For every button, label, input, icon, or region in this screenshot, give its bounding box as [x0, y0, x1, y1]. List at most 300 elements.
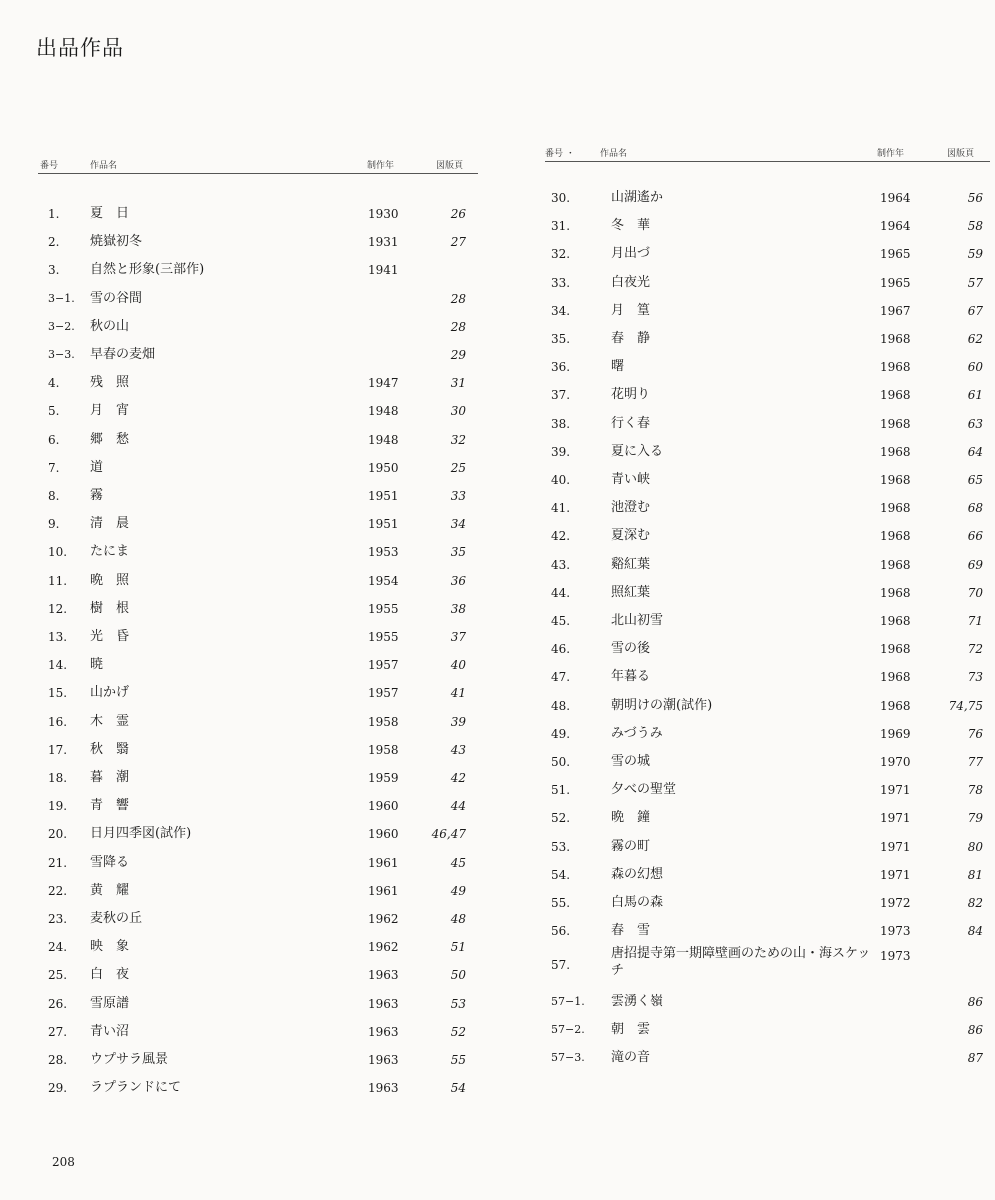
plate-page: 54: [450, 1081, 466, 1096]
plate-page: 29: [450, 348, 466, 362]
work-title: 唐招提寺第一期障壁画のための山・海スケッチ: [611, 946, 871, 979]
plate-page: 79: [967, 811, 983, 826]
work-number: 15.: [48, 686, 68, 701]
work-year: 1968: [880, 698, 911, 713]
work-year: 1957: [368, 686, 399, 701]
work-title: 晩 照: [90, 572, 130, 588]
table-row: [38, 992, 478, 1016]
work-number: 39.: [551, 444, 571, 459]
table-row: [38, 879, 478, 903]
work-year: 1968: [880, 585, 911, 600]
table-row: [38, 540, 478, 564]
table-row: [545, 750, 990, 774]
header-plate: 図版頁: [436, 161, 464, 171]
work-number: 42.: [551, 529, 571, 544]
work-number: 57−2.: [551, 1022, 585, 1036]
table-row: [545, 609, 990, 633]
work-number: 27.: [48, 1024, 68, 1039]
work-title: 晩 鐘: [611, 810, 651, 826]
plate-page: 87: [967, 1051, 983, 1065]
work-number: 44.: [551, 585, 571, 600]
work-year: 1948: [368, 404, 399, 419]
work-title: 北山初雪: [611, 613, 664, 628]
plate-page: 49: [450, 883, 466, 898]
table-row: [545, 1018, 990, 1042]
work-title: 青い沼: [90, 1023, 130, 1039]
table-row: [38, 1076, 478, 1100]
work-number: 2.: [48, 235, 60, 250]
table-row: [38, 597, 478, 621]
work-number: 48.: [551, 698, 571, 713]
plate-page: 61: [967, 388, 983, 403]
work-number: 33.: [551, 275, 571, 290]
work-number: 12.: [48, 601, 68, 616]
table-row: [545, 524, 990, 548]
work-title: 年暮る: [611, 669, 651, 685]
plate-page: 43: [450, 742, 466, 757]
table-row: [38, 230, 478, 254]
work-title: 青 響: [90, 798, 130, 814]
work-title: 照紅葉: [611, 584, 651, 600]
work-year: 1961: [368, 855, 399, 870]
table-row: [38, 935, 478, 959]
table-row: [545, 553, 990, 577]
plate-page: 67: [967, 303, 983, 318]
plate-page: 38: [450, 601, 466, 616]
header-number: 番号: [40, 161, 59, 171]
plate-page: 35: [450, 545, 466, 560]
work-number: 56.: [551, 924, 571, 939]
work-number: 8.: [48, 489, 60, 503]
work-number: 10.: [48, 545, 68, 560]
table-row: [545, 383, 990, 407]
table-row: [545, 327, 990, 351]
table-header: [545, 145, 990, 162]
work-title: 花明り: [611, 387, 651, 403]
work-year: 1963: [368, 1081, 399, 1096]
work-number: 54.: [551, 867, 571, 882]
work-number: 1.: [48, 207, 60, 221]
plate-page: 81: [967, 867, 983, 882]
plate-page: 70: [967, 585, 983, 600]
work-title: ラプランドにて: [90, 1080, 182, 1096]
work-year: 1963: [368, 968, 399, 983]
work-number: 25.: [48, 968, 68, 983]
work-number: 57−1.: [551, 994, 585, 1008]
work-year: 1968: [880, 416, 911, 431]
plate-page: 50: [450, 968, 466, 983]
work-year: 1968: [880, 642, 911, 657]
table-row: [38, 512, 478, 536]
table-row: [545, 891, 990, 915]
plate-page: 82: [967, 896, 983, 910]
table-row: [38, 343, 478, 367]
work-number: 3.: [48, 263, 60, 278]
work-year: 1968: [880, 444, 911, 459]
table-row: [38, 710, 478, 734]
plate-page: 74,75: [948, 698, 983, 713]
work-title: 月 宵: [90, 403, 130, 419]
table-row: [38, 399, 478, 423]
work-title: 月出づ: [611, 246, 651, 262]
work-title: みづうみ: [611, 725, 663, 741]
work-year: 1930: [368, 207, 399, 221]
table-row: [38, 851, 478, 875]
work-title: 雪原譜: [90, 995, 130, 1011]
work-title: 曙: [611, 359, 625, 375]
work-title: 朝 雲: [611, 1021, 651, 1037]
work-number: 17.: [48, 742, 68, 757]
work-year: 1950: [368, 460, 399, 475]
left-column: [38, 145, 478, 1096]
plate-page: 66: [967, 529, 983, 544]
table-row: [545, 694, 990, 718]
plate-page: 58: [967, 219, 983, 234]
table-row: [38, 287, 478, 311]
plate-page: 41: [450, 686, 466, 701]
header-plate: 図版頁: [947, 149, 975, 159]
table-row: [545, 242, 990, 266]
plate-page: 69: [967, 557, 983, 572]
work-title: 春 雪: [611, 923, 651, 939]
work-number: 47.: [551, 670, 571, 685]
work-year: 1965: [880, 275, 911, 290]
work-number: 53.: [551, 839, 571, 854]
work-year: 1964: [880, 191, 911, 205]
plate-page: 55: [450, 1053, 466, 1067]
work-title: 夏深む: [611, 528, 651, 544]
work-number: 20.: [48, 827, 68, 842]
header-number: 番号 ・: [545, 149, 575, 159]
work-year: 1968: [880, 529, 911, 544]
table-row: [545, 271, 990, 295]
work-number: 51.: [551, 783, 571, 798]
plate-page: 57: [967, 275, 983, 290]
work-year: 1967: [880, 303, 911, 318]
work-year: 1968: [880, 670, 911, 685]
plate-page: 25: [450, 460, 466, 475]
plate-page: 64: [967, 444, 983, 459]
table-row: [38, 456, 478, 480]
table-row: [38, 428, 478, 452]
work-title: 黄 耀: [90, 882, 130, 898]
plate-page: 56: [967, 191, 983, 205]
table-row: [38, 681, 478, 705]
plate-page: 42: [450, 771, 466, 785]
work-number: 43.: [551, 557, 571, 572]
work-year: 1971: [880, 811, 911, 826]
work-number: 26.: [48, 996, 68, 1011]
table-row: [38, 484, 478, 508]
work-year: 1968: [880, 557, 911, 572]
plate-page: 86: [967, 1022, 983, 1037]
work-number: 16.: [48, 714, 68, 729]
table-row: [545, 214, 990, 238]
table-row: [545, 806, 990, 830]
work-year: 1968: [880, 473, 911, 487]
work-title: 森の幻想: [611, 866, 664, 882]
page-number: 208: [52, 1155, 75, 1169]
header-year: 制作年: [877, 149, 905, 159]
work-year: 1971: [880, 839, 911, 854]
work-number: 45.: [551, 614, 571, 628]
work-title: 雪の後: [611, 641, 651, 657]
work-year: 1968: [880, 388, 911, 403]
work-title: ウプサラ風景: [90, 1052, 169, 1067]
work-number: 49.: [551, 726, 571, 741]
work-number: 30.: [551, 191, 571, 205]
work-year: 1958: [368, 714, 399, 729]
plate-page: 80: [967, 839, 983, 854]
header-title: 作品名: [600, 149, 628, 159]
work-title: 郷 愁: [90, 431, 130, 447]
plate-page: 28: [450, 291, 466, 306]
work-year: 1973: [880, 924, 911, 939]
plate-page: 76: [967, 726, 983, 741]
work-year: 1972: [880, 896, 911, 910]
plate-page: 34: [450, 517, 466, 532]
work-year: 1941: [368, 263, 399, 278]
table-row: [38, 766, 478, 790]
table-row: [38, 963, 478, 987]
work-year: 1969: [880, 726, 911, 741]
plate-page: 77: [967, 755, 983, 769]
work-year: 1960: [368, 799, 399, 814]
plate-page: 53: [450, 996, 466, 1011]
table-row: [545, 990, 990, 1014]
work-title: 行く春: [611, 415, 651, 431]
work-year: 1957: [368, 658, 399, 673]
plate-page: 36: [450, 573, 466, 588]
right-column: [545, 145, 990, 1065]
work-title: 夕べの聖堂: [611, 782, 677, 798]
work-number: 41.: [551, 501, 571, 516]
plate-page: 71: [967, 614, 983, 628]
work-number: 29.: [48, 1081, 68, 1096]
plate-page: 84: [967, 924, 983, 939]
work-title: 山湖遙か: [611, 190, 664, 205]
work-title: 自然と形象(三部作): [90, 262, 205, 278]
plate-page: 27: [450, 235, 466, 250]
work-number: 21.: [48, 855, 68, 870]
work-year: 1965: [880, 247, 911, 262]
work-title: 池澄む: [611, 500, 651, 516]
work-title: 木 霊: [90, 713, 130, 729]
plate-page: 37: [450, 630, 466, 644]
work-title: たにま: [90, 544, 130, 560]
work-year: 1954: [368, 573, 399, 588]
work-number: 28.: [48, 1053, 68, 1067]
plate-page: 51: [450, 940, 466, 955]
table-row: [545, 186, 990, 210]
table-row: [545, 835, 990, 859]
work-title: 残 照: [90, 375, 130, 391]
work-title: 白夜光: [611, 274, 651, 290]
work-title: 谿紅葉: [611, 556, 651, 572]
work-year: 1951: [368, 517, 399, 532]
plate-page: 63: [967, 416, 983, 431]
work-year: 1959: [368, 771, 399, 785]
table-header: [38, 157, 478, 174]
table-row: [38, 738, 478, 762]
work-number: 22.: [48, 883, 68, 898]
work-number: 31.: [551, 219, 571, 234]
work-number: 5.: [48, 404, 60, 419]
table-row: [545, 778, 990, 802]
work-year: 1968: [880, 614, 911, 628]
plate-page: 72: [967, 642, 983, 657]
work-number: 3−3.: [48, 348, 75, 361]
work-number: 9.: [48, 517, 60, 532]
table-row: [545, 637, 990, 661]
work-title: 山かげ: [90, 685, 130, 701]
work-year: 1961: [368, 883, 399, 898]
work-year: 1963: [368, 1024, 399, 1039]
table-row: [545, 919, 990, 943]
table-row: [545, 355, 990, 379]
work-title: 朝明けの潮(試作): [611, 697, 713, 713]
plate-page: 52: [450, 1024, 466, 1039]
work-number: 52.: [551, 811, 571, 826]
table-row: [545, 496, 990, 520]
work-year: 1947: [368, 376, 399, 391]
plate-page: 68: [967, 501, 983, 516]
work-number: 46.: [551, 642, 571, 657]
work-title: 夏に入る: [611, 443, 664, 459]
plate-page: 73: [967, 670, 983, 685]
work-year: 1948: [368, 432, 399, 447]
work-title: 雪降る: [90, 854, 130, 870]
work-title: 春 静: [611, 331, 651, 346]
work-title: 焼嶽初冬: [90, 234, 143, 250]
work-number: 11.: [48, 573, 68, 588]
work-title: 雪の谷間: [90, 290, 143, 306]
header-title: 作品名: [90, 161, 118, 171]
plate-page: 33: [450, 489, 466, 503]
work-title: 雲湧く嶺: [611, 993, 664, 1009]
plate-page: 45: [450, 855, 466, 870]
table-row: [38, 315, 478, 339]
work-title: 道: [90, 459, 104, 475]
work-title: 白馬の森: [611, 895, 664, 910]
work-number: 36.: [551, 360, 571, 375]
table-row: [545, 468, 990, 492]
work-number: 38.: [551, 416, 571, 431]
work-title: 滝の音: [611, 1050, 651, 1065]
table-row: [38, 202, 478, 226]
table-row: [38, 1020, 478, 1044]
work-year: 1968: [880, 360, 911, 375]
plate-page: 26: [450, 207, 466, 221]
work-number: 18.: [48, 771, 68, 785]
work-year: 1953: [368, 545, 399, 560]
work-title: 日月四季図(試作): [90, 826, 192, 842]
work-year: 1931: [368, 235, 399, 250]
work-number: 6.: [48, 432, 60, 447]
work-year: 1962: [368, 912, 399, 926]
plate-page: 60: [967, 360, 983, 375]
work-year: 1971: [880, 867, 911, 882]
work-number: 3−1.: [48, 291, 75, 305]
work-year: 1971: [880, 783, 911, 798]
work-number: 55.: [551, 896, 571, 910]
work-number: 37.: [551, 388, 571, 403]
work-title: 秋 翳: [90, 741, 130, 757]
table-row: [38, 258, 478, 282]
plate-page: 28: [450, 319, 466, 334]
work-number: 57−3.: [551, 1051, 585, 1064]
work-number: 14.: [48, 658, 68, 673]
work-number: 4.: [48, 376, 60, 391]
plate-page: 30: [450, 404, 466, 419]
work-number: 3−2.: [48, 319, 75, 333]
work-year: 1955: [368, 630, 399, 644]
plate-page: 62: [967, 332, 983, 346]
work-number: 34.: [551, 303, 571, 318]
plate-page: 86: [967, 994, 983, 1009]
table-row: [545, 299, 990, 323]
work-title: 清 晨: [90, 516, 130, 532]
table-row: [38, 1048, 478, 1072]
table-row: [545, 863, 990, 887]
plate-page: 78: [967, 783, 983, 798]
table-row: [38, 794, 478, 818]
work-year: 1958: [368, 742, 399, 757]
table-row: [545, 440, 990, 464]
work-title: 青い峡: [611, 472, 651, 487]
work-number: 7.: [48, 460, 60, 475]
work-title: 映 象: [90, 939, 130, 955]
work-year: 1968: [880, 501, 911, 516]
work-title: 白 夜: [90, 967, 130, 983]
table-row: [38, 907, 478, 931]
work-year: 1963: [368, 1053, 399, 1067]
work-title: 秋の山: [90, 318, 130, 334]
work-title: 暮 潮: [90, 770, 130, 785]
work-title: 暁: [90, 657, 104, 673]
work-title: 麦秋の丘: [90, 911, 143, 926]
work-number: 40.: [551, 473, 571, 487]
work-year: 1973: [880, 949, 911, 964]
plate-page: 46,47: [431, 827, 466, 842]
work-title: 月 篁: [611, 302, 651, 318]
plate-page: 39: [450, 714, 466, 729]
page-title: 出品作品: [36, 36, 124, 60]
table-row: [38, 569, 478, 593]
work-number: 13.: [48, 630, 68, 644]
work-title: 夏 日: [90, 206, 130, 221]
work-number: 50.: [551, 755, 571, 769]
work-year: 1970: [880, 755, 911, 769]
plate-page: 44: [450, 799, 466, 814]
work-number: 35.: [551, 332, 571, 346]
work-title: 早春の麦畑: [90, 347, 156, 362]
work-title: 霧: [90, 488, 104, 503]
work-year: 1960: [368, 827, 399, 842]
work-year: 1968: [880, 332, 911, 346]
work-year: 1955: [368, 601, 399, 616]
table-row: [38, 822, 478, 846]
table-row: [545, 946, 990, 979]
table-row: [38, 625, 478, 649]
header-year: 制作年: [367, 161, 395, 171]
table-row: [545, 1046, 990, 1070]
table-row: [38, 653, 478, 677]
work-title: 光 昏: [90, 629, 130, 644]
plate-page: 59: [967, 247, 983, 262]
table-row: [545, 581, 990, 605]
table-row: [38, 371, 478, 395]
